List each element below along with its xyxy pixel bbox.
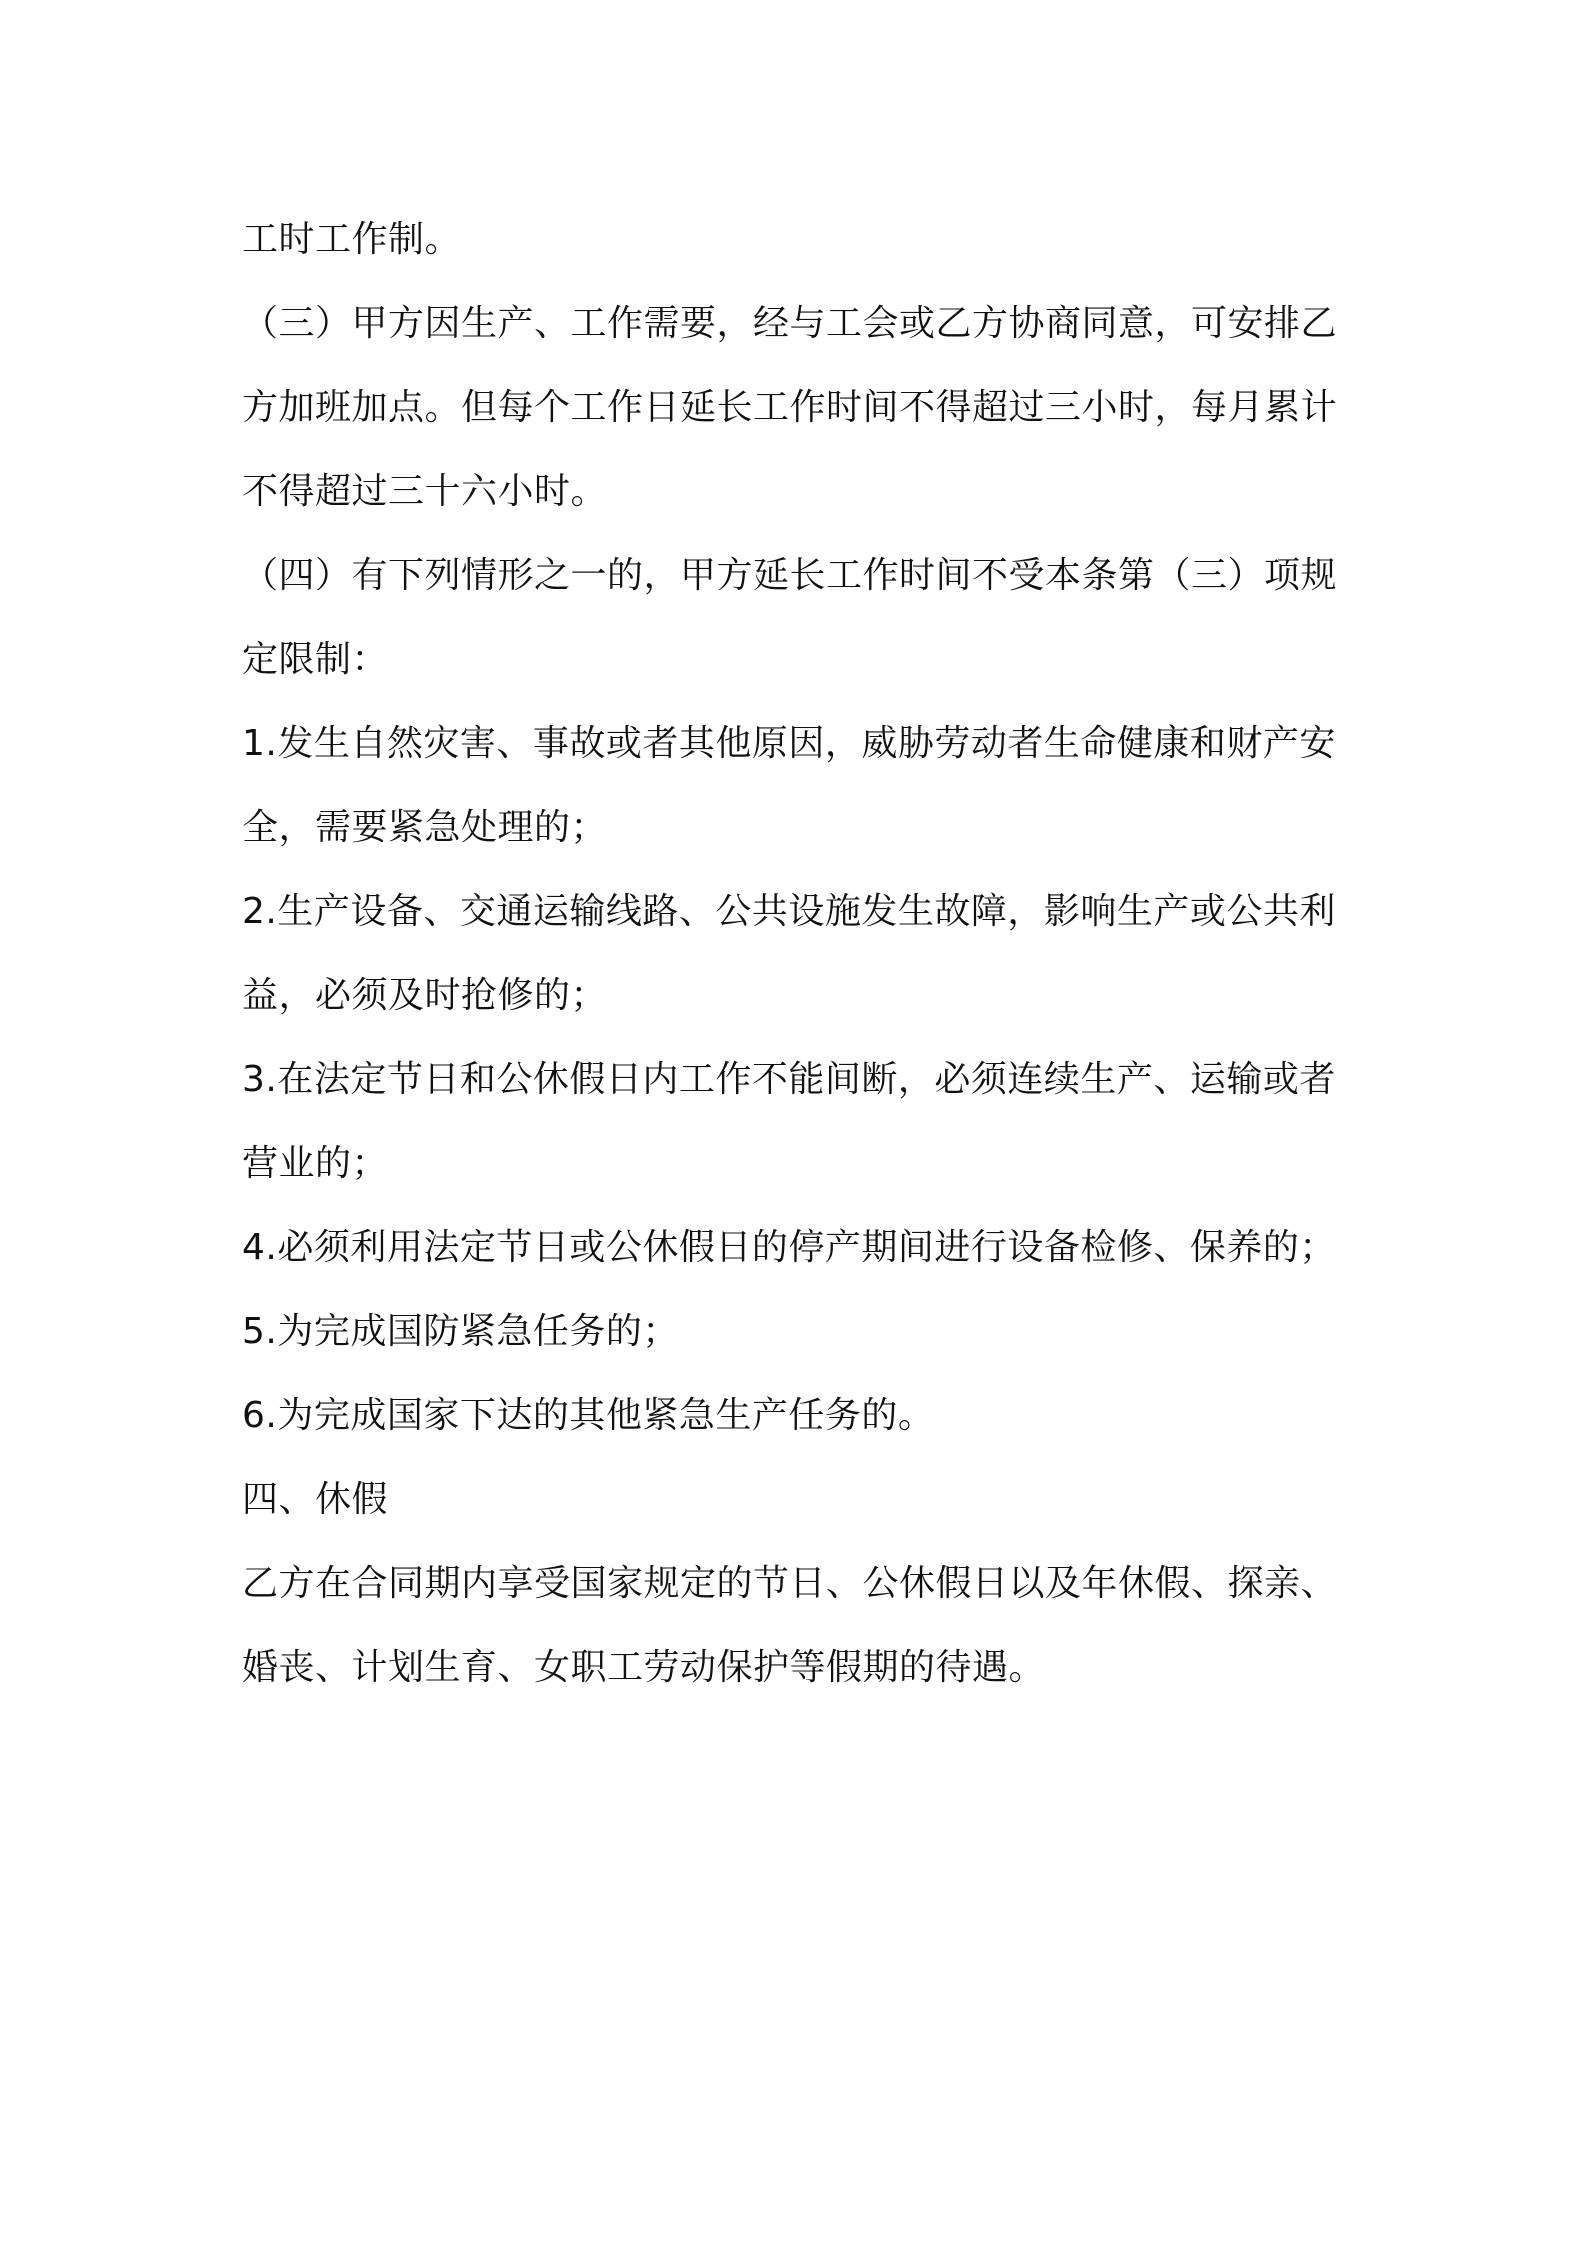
text-line: 婚丧、计划生育、女职工劳动保护等假期的待遇。	[242, 1647, 1046, 1688]
text-line: （三）甲方因生产、工作需要，经与工会或乙方协商同意，可安排乙	[242, 303, 1338, 344]
text-line: 6.为完成国家下达的其他紧急生产任务的。	[242, 1395, 935, 1436]
text-line: 方加班加点。但每个工作日延长工作时间不得超过三小时，每月累计	[242, 387, 1338, 428]
paragraph-working-hours-end	[242, 198, 1358, 282]
list-item-1	[242, 702, 1358, 870]
text-line: 全，需要紧急处理的；	[242, 807, 608, 848]
text-line: 1.发生自然灾害、事故或者其他原因，威胁劳动者生命健康和财产安	[242, 723, 1336, 764]
text-line: 不得超过三十六小时。	[242, 471, 608, 512]
document-body	[242, 198, 1358, 1710]
list-item-6	[242, 1374, 1358, 1458]
text-line: 益，必须及时抢修的；	[242, 975, 608, 1016]
list-item-4	[242, 1206, 1358, 1290]
list-item-3	[242, 1038, 1358, 1206]
text-line: 工时工作制。	[242, 219, 462, 260]
paragraph-clause-3-overtime	[242, 282, 1358, 534]
list-item-5	[242, 1290, 1358, 1374]
section-heading: 四、休假	[242, 1479, 389, 1520]
text-line: 营业的；	[242, 1143, 389, 1184]
text-line: 定限制：	[242, 639, 389, 680]
paragraph-leave-entitlements	[242, 1542, 1358, 1710]
text-line: （四）有下列情形之一的，甲方延长工作时间不受本条第（三）项规	[242, 555, 1338, 596]
paragraph-clause-4-exceptions	[242, 534, 1358, 702]
text-line: 3.在法定节日和公休假日内工作不能间断，必须连续生产、运输或者	[242, 1059, 1336, 1100]
text-line: 2.生产设备、交通运输线路、公共设施发生故障，影响生产或公共利	[242, 891, 1336, 932]
text-line: 乙方在合同期内享受国家规定的节日、公休假日以及年休假、探亲、	[242, 1563, 1338, 1604]
text-line: 4.必须利用法定节日或公休假日的停产期间进行设备检修、保养的；	[242, 1227, 1336, 1268]
text-line: 5.为完成国防紧急任务的；	[242, 1311, 679, 1352]
section-heading-leave	[242, 1458, 1358, 1542]
list-item-2	[242, 870, 1358, 1038]
